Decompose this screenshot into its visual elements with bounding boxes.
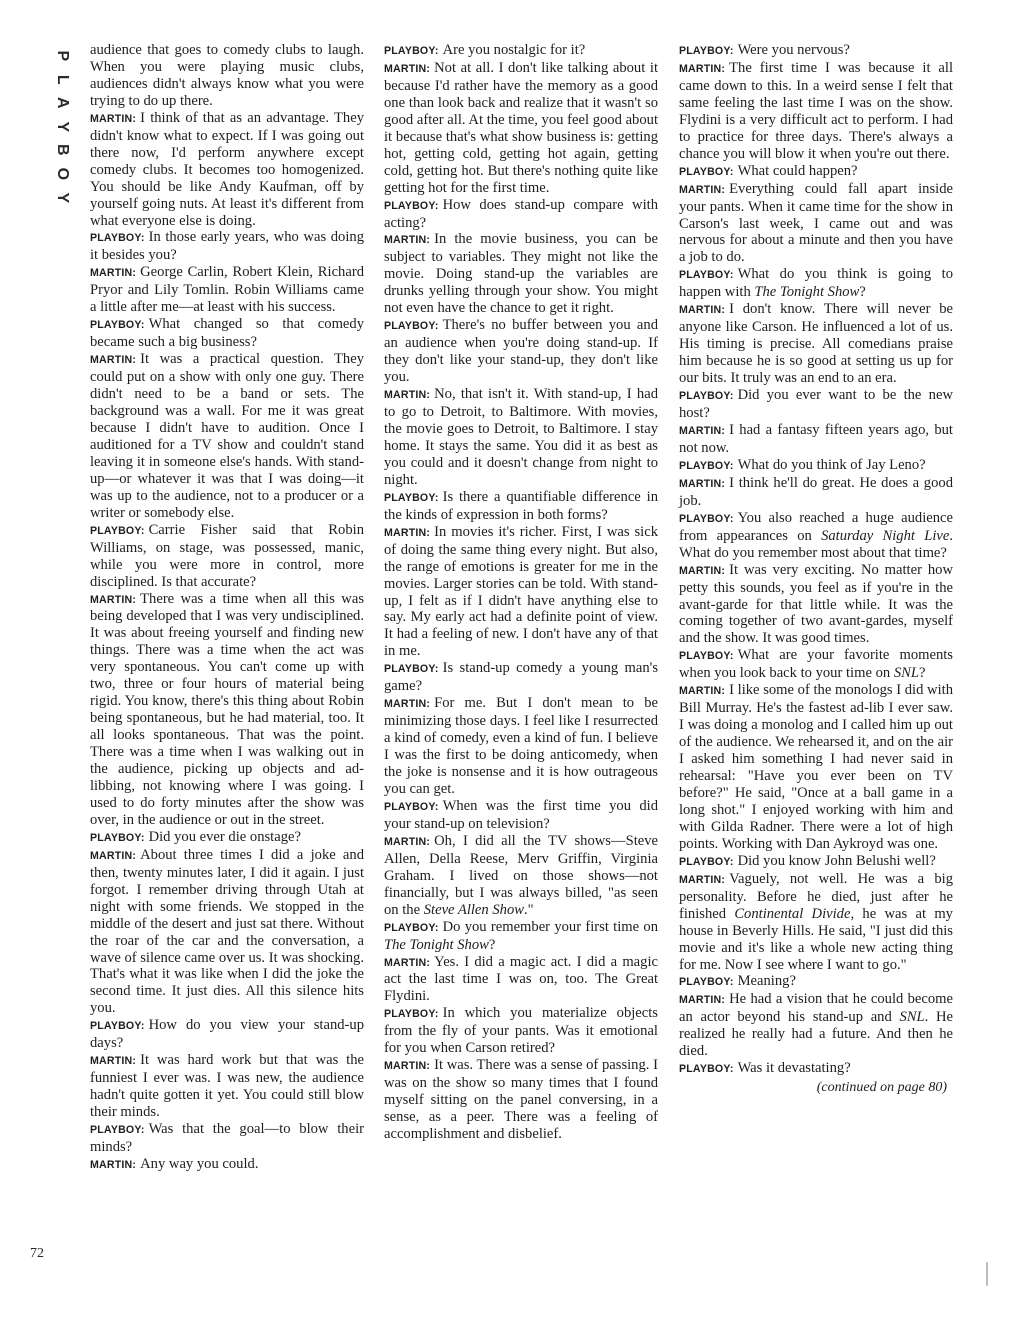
- paragraph-text: No, that isn't it. With stand-up, I had to go to Detroit, to Baltimore. With movies, the movie goes to Detroit, to Baltimore. I stay home. It stays the same. You did it as best as you could and it doesn't change from night to night.: [384, 386, 658, 488]
- speaker-label: MARTIN:: [679, 477, 726, 490]
- speaker-label: MARTIN:: [90, 849, 137, 862]
- speaker-label: PLAYBOY:: [384, 663, 439, 676]
- paragraph-text: audience that goes to comedy clubs to laugh. When you were playing music clubs, audiences didn't always know what you were trying to do up there.: [90, 42, 364, 109]
- paragraph-text: For me. But I don't mean to be minimizing those days. I feel like I resurrected a kind of comedy, even a kind of fun. I believe I was the first to be doing anticomedy, when the joke is nonsense and it is how outrageous you can get.: [384, 695, 658, 797]
- paragraph-text: It was a practical question. They could put on a show with only one guy. There didn't need to be a band or sets. The background was a wall. For me it was great because I didn't have to audition. Once I auditioned for a TV show and couldn't stand leaving it in someone else's hands. With stand-up—or whatever it was that I was doing—it was up to the audience, not to a producer or a writer or somebody else.: [90, 351, 364, 521]
- speaker-label: MARTIN:: [90, 267, 137, 280]
- interview-paragraph: [679, 301, 953, 387]
- interview-paragraph: [679, 266, 953, 301]
- speaker-label: MARTIN:: [90, 354, 137, 367]
- side-title-letter: B: [53, 144, 71, 156]
- paragraph-text: You also reached a huge audience from appearances on Saturday Night Live. What do you remember most about that time?: [679, 509, 953, 561]
- speaker-label: PLAYBOY:: [90, 831, 145, 844]
- side-title-letter: Y: [53, 192, 71, 203]
- speaker-label: MARTIN:: [90, 112, 137, 125]
- speaker-label: PLAYBOY:: [384, 800, 439, 813]
- interview-paragraph: [90, 110, 364, 230]
- paragraph-text: Was it devastating?: [737, 1060, 851, 1077]
- interview-paragraph: [384, 798, 658, 833]
- interview-paragraph: [679, 475, 953, 510]
- interview-paragraph: [679, 647, 953, 682]
- speaker-label: MARTIN:: [384, 956, 431, 969]
- speaker-label: PLAYBOY:: [679, 855, 734, 868]
- speaker-label: MARTIN:: [679, 873, 726, 886]
- paragraph-text: What changed so that comedy became such a big business?: [90, 316, 364, 351]
- paragraph-text: What do you think is going to happen with The Tonight Show?: [679, 266, 953, 301]
- interview-paragraph: [384, 317, 658, 386]
- paragraph-text: In movies it's richer. First, I was sick of doing the same thing every night. But also, the range of emotions is greater for me in the movies. Larger stories can be told. With stand-up, I felt as if I didn't have anything else to say. My early act had a definite point of view. It had a feeling of new. I don't have any of that in me.: [384, 523, 658, 660]
- interview-paragraph: [384, 386, 658, 489]
- side-title-letter: A: [53, 97, 71, 109]
- speaker-label: MARTIN:: [384, 835, 431, 848]
- paragraph-text: About three times I did a joke and then, twenty minutes later, I did it again. I just forgot. I remember driving through Utah at night with some friends. We stopped in the middle of the desert and just sat there. Without the roar of the car and the conversation, a wave of silence came over us. It was shocking. That's what it was like when I did the joke the second time. It just dies. All this silence hits you.: [90, 846, 364, 1017]
- speaker-label: MARTIN:: [679, 183, 726, 196]
- interview-paragraph: [679, 42, 953, 60]
- speaker-label: PLAYBOY:: [384, 921, 439, 934]
- paragraph-text: When was the first time you did your stand-up on television?: [384, 797, 658, 832]
- paragraph-text: In which you materialize objects from the fly of your pants. Was it emotional for you when Carson retired?: [384, 1005, 658, 1057]
- speaker-label: MARTIN:: [384, 698, 431, 711]
- interview-paragraph: [90, 1156, 364, 1174]
- interview-paragraph: [679, 510, 953, 562]
- paragraph-text: Did you ever want to be the new host?: [679, 387, 953, 422]
- interview-paragraph: [384, 660, 658, 695]
- interview-paragraph: [384, 695, 658, 798]
- side-title-letter: Y: [53, 121, 71, 132]
- paragraph-text: George Carlin, Robert Klein, Richard Pryor and Lily Tomlin. Robin Williams came a little after me—at least with his success.: [90, 264, 364, 316]
- paragraph-text: Did you ever die onstage?: [148, 828, 301, 845]
- interview-paragraph: [90, 591, 364, 829]
- interview-paragraph: [90, 316, 364, 351]
- interview-paragraph: [384, 42, 658, 60]
- paragraph-text: How does stand-up compare with acting?: [384, 196, 658, 231]
- speaker-label: MARTIN:: [90, 1158, 137, 1171]
- paragraph-text: I like some of the monologs I did with Bill Murray. He's the fastest ad-lib I ever saw. I was doing a monolog and I called him up out of the audience. We rehearsed it, and on the air I asked him something I had never said in rehearsal: "Have you ever been on TV before?" He said, "Once at a ball game in a long shot." I enjoyed working with him and with Gilda Radner. There were a lot of high points. Working with Dan Aykroyd was one.: [679, 682, 953, 852]
- paragraph-text: Did you know John Belushi well?: [737, 852, 936, 869]
- paragraph-text: I had a fantasy fifteen years ago, but not now.: [679, 421, 953, 456]
- interview-paragraph: [90, 829, 364, 847]
- text-column-3: [679, 42, 953, 1097]
- interview-paragraph: [90, 1121, 364, 1156]
- paragraph-text: Not at all. I don't like talking about it because I'd rather have the memory as a good one than look back and realize that it wasn't so good after all. At the time, you feel good about it because that's what show business is: getting hot, getting cold, getting hot again, getting cold, getting hot. But there's nothing quite like getting hot for the first time.: [384, 59, 658, 196]
- paragraph-text: He had a vision that he could become an actor beyond his stand-up and SNL. He realized he really had a future. And then he died.: [679, 991, 953, 1060]
- interview-paragraph: [679, 991, 953, 1060]
- speaker-label: PLAYBOY:: [384, 199, 439, 212]
- interview-paragraph: [679, 853, 953, 871]
- paragraph-text: What are your favorite moments when you look back to your time on SNL?: [679, 647, 953, 682]
- text-column-2: [384, 42, 658, 1143]
- speaker-label: PLAYBOY:: [384, 320, 439, 333]
- interview-paragraph: [679, 682, 953, 853]
- interview-paragraph: [90, 351, 364, 522]
- paragraph-text: What could happen?: [737, 162, 858, 179]
- interview-paragraph: [679, 422, 953, 457]
- interview-paragraph: [679, 181, 953, 267]
- paragraph-text: Is there a quantifiable difference in the kinds of expression in both forms?: [384, 488, 658, 523]
- paragraph-text: It was hard work but that was the funniest I ever was. I was new, the audience hadn't quite gotten it yet. You could still blow their minds.: [90, 1052, 364, 1121]
- speaker-label: MARTIN:: [679, 304, 726, 317]
- interview-paragraph: [679, 562, 953, 648]
- speaker-label: PLAYBOY:: [90, 1124, 145, 1137]
- interview-paragraph: [384, 231, 658, 317]
- speaker-label: PLAYBOY:: [90, 524, 145, 537]
- speaker-label: PLAYBOY:: [90, 1020, 145, 1033]
- interview-paragraph: [90, 847, 364, 1018]
- speaker-label: PLAYBOY:: [679, 269, 734, 282]
- paragraph-text: Oh, I did all the TV shows—Steve Allen, Della Reese, Merv Griffin, Virginia Graham. I lived on those shows—not financially, but I was always billed, "as seen on the Steve Allen Show.": [384, 832, 658, 918]
- interview-paragraph: [679, 457, 953, 475]
- interview-paragraph: [679, 973, 953, 991]
- interview-paragraph: [90, 1052, 364, 1121]
- paragraph-text: Carrie Fisher said that Robin Williams, on stage, was possessed, manic, while you were more in control, more disciplined. Is that accurate?: [90, 521, 364, 590]
- speaker-label: MARTIN:: [384, 1060, 431, 1073]
- paragraph-text: Do you remember your first time on The Tonight Show?: [384, 918, 658, 953]
- paragraph-text: Any way you could.: [140, 1155, 259, 1172]
- interview-paragraph: [384, 919, 658, 954]
- paragraph-text: I think he'll do great. He does a good job.: [679, 474, 953, 509]
- continued-note: (continued on page 80): [816, 1080, 947, 1096]
- paragraph-text: How do you view your stand-up days?: [90, 1017, 364, 1052]
- speaker-label: MARTIN:: [679, 685, 726, 698]
- speaker-label: PLAYBOY:: [679, 45, 734, 57]
- paragraph-text: Meaning?: [737, 973, 796, 990]
- paragraph-text: The first time I was because it all came down to this. In a weird sense I felt that same feeling the last time I was on the show. Flydini is a very difficult act to perform. I had to practice for three days. There's always a chance you will blow it when you're out there.: [679, 59, 953, 162]
- interview-paragraph: [384, 833, 658, 919]
- paragraph-text: Everything could fall apart inside your pants. When it came time for the show in Carson's last week, I came out and was nervous for about a minute and then you have a job to do.: [679, 180, 953, 266]
- interview-paragraph: [90, 42, 364, 110]
- speaker-label: PLAYBOY:: [679, 390, 734, 403]
- speaker-label: PLAYBOY:: [679, 459, 734, 472]
- speaker-label: PLAYBOY:: [90, 232, 145, 245]
- side-title-letter: L: [53, 74, 71, 85]
- paragraph-text: Yes. I did a magic act. I did a magic act the last time I was on, too. The Great Flydini.: [384, 953, 658, 1005]
- interview-paragraph: [679, 163, 953, 181]
- speaker-label: PLAYBOY:: [384, 45, 439, 57]
- magazine-side-title: [52, 44, 72, 209]
- paragraph-text: There's no buffer between you and an audience when you're doing stand-up. If they don't like your stand-up, they don't like you.: [384, 317, 658, 386]
- paragraph-text: It was. There was a sense of passing. I was on the show so many times that I found myself sitting on the panel conversing, in a sense, as a peer. There was a feeling of accomplishment and disbelief.: [384, 1057, 658, 1143]
- paragraph-text: In those early years, who was doing it besides you?: [90, 229, 364, 264]
- side-title-letter: O: [53, 167, 71, 180]
- interview-paragraph: [679, 387, 953, 422]
- paragraph-text: Was that the goal—to blow their minds?: [90, 1121, 364, 1155]
- side-title-letter: P: [53, 50, 71, 62]
- speaker-label: MARTIN:: [384, 526, 431, 539]
- paragraph-text: In the movie business, you can be subject to variables. They might not like the movie. Doing stand-up the variables are drunks yelling through your show. You might not even have the chance to get it right.: [384, 231, 658, 317]
- interview-paragraph: [384, 954, 658, 1006]
- interview-paragraph: [679, 60, 953, 163]
- interview-paragraph: [679, 1060, 953, 1078]
- speaker-label: PLAYBOY:: [679, 650, 734, 663]
- speaker-label: PLAYBOY:: [679, 512, 734, 525]
- interview-paragraph: [384, 1057, 658, 1143]
- interview-paragraph: [679, 871, 953, 974]
- page-edge-mark: [986, 1262, 988, 1286]
- speaker-label: MARTIN:: [90, 593, 137, 606]
- speaker-label: MARTIN:: [679, 62, 726, 75]
- speaker-label: MARTIN:: [679, 994, 726, 1007]
- paragraph-text: I think of that as an advantage. They didn't know what to expect. If I was going out there now, I'd perform anywhere except comedy clubs. It becomes too homogenized. You should be like Andy Kaufman, off by yourself going nuts. At least it's different from what everyone else is doing.: [90, 109, 364, 229]
- text-column-1: [90, 42, 364, 1174]
- interview-paragraph: [384, 1005, 658, 1057]
- interview-paragraph: [384, 489, 658, 524]
- paragraph-text: I don't know. There will never be anyone like Carson. He influenced a lot of us. His timing is precise. All comedians praise him because he is so good at setting us up for our bits. It truly was an end to an era.: [679, 301, 953, 387]
- speaker-label: MARTIN:: [679, 564, 726, 577]
- speaker-label: PLAYBOY:: [384, 1008, 439, 1021]
- speaker-label: PLAYBOY:: [384, 491, 439, 504]
- paragraph-text: Are you nostalgic for it?: [442, 42, 586, 58]
- speaker-label: PLAYBOY:: [679, 1063, 734, 1076]
- paragraph-text: What do you think of Jay Leno?: [737, 456, 926, 473]
- paragraph-text: There was a time when all this was being developed that I was very undisciplined. It was about freeing yourself and finding new things. There was a time when the act was very spontaneous. You can't come up with two, three or four hours of material being rigid. You know, there's this thing about Robin being spontaneous, but he had material, too. It all looks spontaneous. That was the point. There was a time when I was walking out in the audience, picking up objects and ad-libbing, not knowing where I was going. I used to do forty minutes after the show was over, in the audience or out in the street.: [90, 590, 364, 828]
- paragraph-text: It was very exciting. No matter how petty this sounds, you feel as if you're in the avant-garde for that little while. It was the coming together of two avant-gardes, myself and the show. It was good times.: [679, 561, 953, 647]
- interview-paragraph: [384, 197, 658, 232]
- speaker-label: PLAYBOY:: [679, 976, 734, 989]
- interview-paragraph: [384, 60, 658, 197]
- speaker-label: MARTIN:: [384, 389, 431, 402]
- paragraph-text: Were you nervous?: [737, 42, 850, 58]
- interview-paragraph: [384, 524, 658, 661]
- paragraph-text: Is stand-up comedy a young man's game?: [384, 660, 658, 695]
- page-number: 72: [30, 1246, 44, 1261]
- speaker-label: PLAYBOY:: [90, 319, 145, 332]
- speaker-label: MARTIN:: [90, 1055, 137, 1068]
- interview-paragraph: [90, 229, 364, 264]
- interview-paragraph: [90, 1017, 364, 1052]
- paragraph-text: Vaguely, not well. He was a big personality. Before he died, just after he finished Continental Divide, he was at my house in Beverly Hills. He said, "I just did this movie and it's like a whole new acting thing for me. Now I see where I want to go.": [679, 870, 953, 973]
- speaker-label: MARTIN:: [384, 234, 431, 247]
- speaker-label: MARTIN:: [679, 424, 726, 437]
- speaker-label: PLAYBOY:: [679, 165, 734, 178]
- speaker-label: MARTIN:: [384, 62, 431, 75]
- interview-paragraph: [90, 264, 364, 316]
- interview-paragraph: [90, 522, 364, 591]
